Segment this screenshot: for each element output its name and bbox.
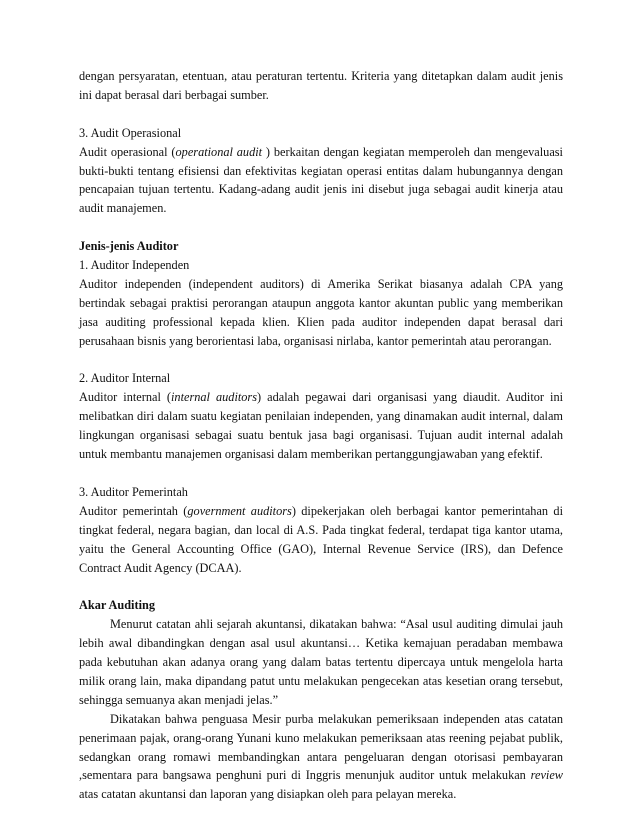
akar-auditing-paragraph-2 (79, 710, 563, 805)
auditor-pemerintah-paragraph (79, 502, 563, 578)
text-span: ) dipekerjakan oleh berbagai kantor pemerintahan di tingkat federal, negara bagian, dan local di A.S. Pada tingkat federal, terdapat tiga kantor utama, yaitu the General Accounting Office (GAO), Internal Revenue Service (IRS), dan Defence Contract Audit Agency (DCAA). (79, 503, 563, 575)
auditor-independen-title: 1. Auditor Independen (79, 258, 190, 273)
text-span: atas catatan akuntansi dan laporan yang disiapkan oleh para pelayan mereka. (79, 787, 457, 802)
text-span: Dikatakan bahwa penguasa Mesir purba melakukan pemeriksaan independen atas catatan penerimaan pajak, orang-orang Yunani kuno melakukan pemeriksaan atas reening pejabat publik, sedangkan orang romawi membandingkan antara pengeluaran dengan otorisasi pembayaran ,sementara para bangsawa penghuni puri di Inggris menunjuk auditor untuk melakukan (79, 711, 563, 783)
text-span: Auditor pemerintah ( (79, 503, 188, 518)
auditor-internal-paragraph (79, 388, 563, 464)
spacer (79, 577, 563, 596)
italic-term: operational audit (175, 144, 263, 159)
italic-term: government auditors (187, 503, 292, 518)
audit-operasional-paragraph (79, 143, 563, 219)
auditor-internal-title: 2. Auditor Internal (79, 371, 171, 386)
intro-paragraph: dengan persyaratan, etentuan, atau peraturan tertentu. Kriteria yang ditetapkan dalam audit jenis ini dapat berasal dari berbagai sumber. (79, 69, 563, 102)
spacer (79, 218, 563, 237)
spacer (79, 105, 563, 124)
audit-operasional-title: 3. Audit Operasional (79, 125, 182, 140)
spacer (79, 464, 563, 483)
akar-auditing-paragraph-1: Menurut catatan ahli sejarah akuntansi, dikatakan bahwa: “Asal usul auditing dimulai jauh lebih awal dibandingkan dengan asal usul akuntansi… Ketika kemajuan peradaban membawa pada kebutuhan akan adanya orang yang dalam batas tertentu dipercaya untuk mengelola harta milik orang lain, maka dipandang patut untu melakukan pengecekan atas kesetian orang tersebut, sehingga semuanya akan menjadi jelas.” (79, 617, 563, 707)
text-span: Auditor internal ( (79, 390, 172, 405)
auditor-independen-paragraph: Auditor independen (independent auditors) di Amerika Serikat biasanya adalah CPA yang bertindak sebagai praktisi perorangan ataupun anggota kantor akuntan public yang memberikan jasa auditing professional kepada klien. Klien pada auditor independen dapat berasal dari perusahaan bisnis yang berorientasi laba, organisasi nirlaba, kantor pemerintah atau perorangan. (79, 276, 563, 348)
text-span: ) berkaitan dengan kegiatan memperoleh dan mengevaluasi bukti-bukti tentang efisiensi dan efektivitas kegiatan operasi entitas dalam hubungannya dengan pencapaian tujuan tertentu. Kadang-adang audit jenis ini disebut juga sebagai audit kinerja atau audit manajemen. (79, 144, 563, 216)
document-page (79, 67, 563, 804)
auditor-pemerintah-title: 3. Auditor Pemerintah (79, 484, 188, 499)
akar-auditing-heading: Akar Auditing (79, 598, 155, 613)
jenis-auditor-heading: Jenis-jenis Auditor (79, 239, 179, 254)
italic-term: internal auditors (171, 390, 258, 405)
text-span: ) adalah pegawai dari organisasi yang diaudit. Auditor ini melibatkan diri dalam suatu kegiatan penilaian independen, yang dinamakan audit internal, dalam lingkungan organisasi sebagai suatu bentuk jasa bagi organisasi. Tujuan audit internal adalah untuk membantu manajemen organisasi dalam memberikan pertanggungjawaban yang efektif. (79, 390, 564, 462)
spacer (79, 351, 563, 370)
text-span: Audit operasional ( (79, 144, 176, 159)
italic-term: review (530, 768, 563, 783)
